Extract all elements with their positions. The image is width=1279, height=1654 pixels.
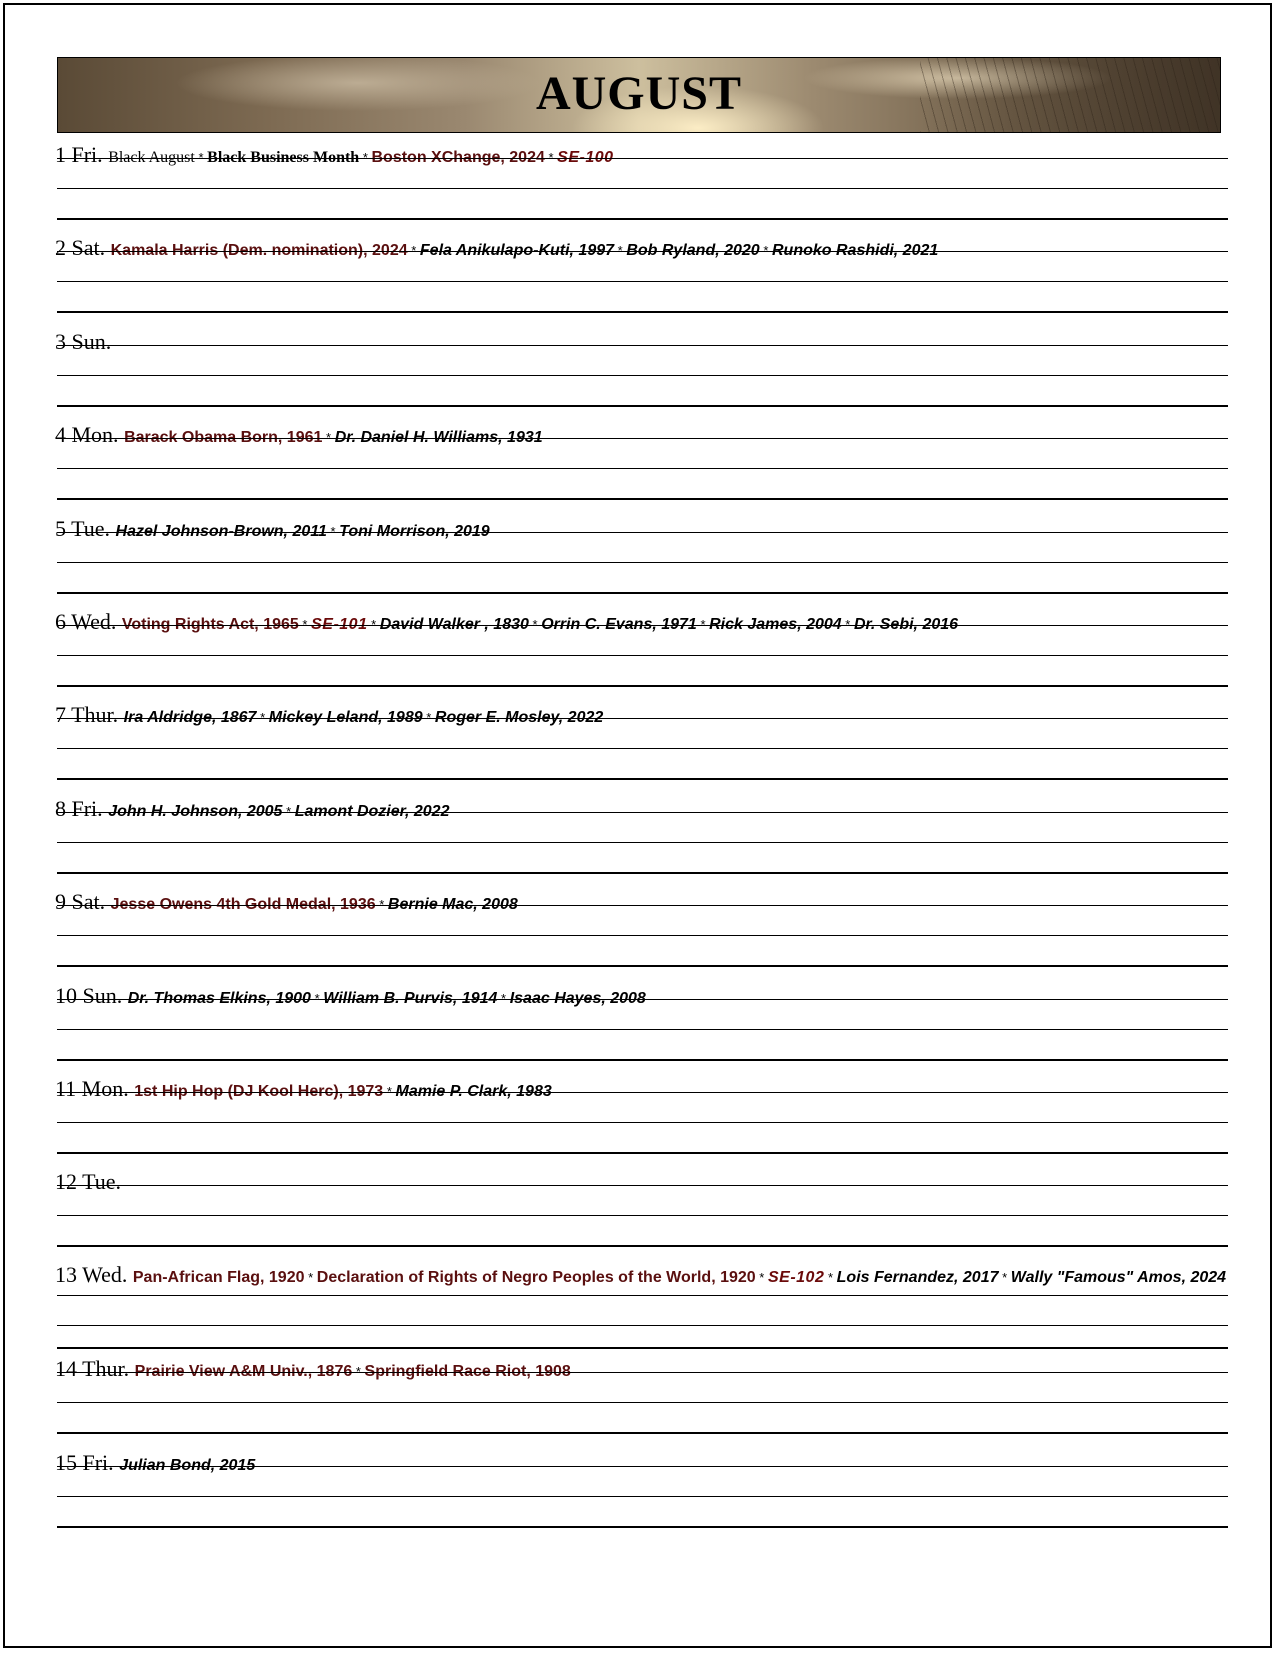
ruled-line [57, 1526, 1228, 1528]
event-text: Springfield Race Riot, 1908 [364, 1363, 571, 1381]
separator: * [528, 617, 542, 632]
day-text [55, 982, 1228, 1010]
separator: * [614, 243, 627, 259]
day-label: 4 Mon. [55, 422, 125, 448]
separator: * [544, 150, 558, 165]
day-entry [55, 881, 1228, 974]
separator: * [383, 1084, 396, 1099]
event-text: Bernie Mac, 2008 [387, 896, 518, 914]
ruled-line [57, 748, 1228, 749]
event-text: Kamala Harris (Dem. nomination), 2024 [110, 242, 408, 260]
separator: * [352, 1364, 365, 1380]
ruled-line [57, 1185, 1228, 1186]
day-entry [55, 788, 1228, 881]
day-label: 7 Thur. [55, 702, 124, 728]
day-text [55, 328, 1228, 356]
day-entry [55, 1442, 1228, 1535]
event-text: Wally "Famous" Amos, 2024 [1010, 1268, 1227, 1286]
day-label: 1 Fri. [55, 142, 109, 167]
day-entry [55, 134, 1228, 227]
separator: * [326, 523, 340, 539]
separator: * [256, 710, 269, 726]
se-tag: SE-101 [311, 616, 368, 633]
separator: * [755, 1269, 768, 1285]
separator: * [298, 617, 312, 632]
ruled-line [57, 251, 1228, 252]
day-text [55, 611, 1228, 636]
ruled-line [57, 1059, 1228, 1061]
ruled-line [57, 1152, 1228, 1154]
event-text: Voting Rights Act, 1965 [121, 616, 299, 633]
day-text [55, 1259, 1228, 1294]
event-text: Black Business Month [207, 149, 360, 166]
ruled-line [57, 1466, 1228, 1467]
event-text: Toni Morrison, 2019 [339, 522, 490, 540]
separator: * [407, 243, 420, 259]
day-entry [55, 1348, 1228, 1441]
day-label: 10 Sun. [55, 982, 128, 1008]
day-text [55, 1449, 1228, 1477]
event-text: Boston XChange, 2024 [371, 149, 545, 166]
event-text: Lois Fernandez, 2017 [836, 1268, 999, 1286]
separator: * [422, 710, 435, 726]
separator: * [759, 243, 772, 259]
day-text [55, 1078, 1228, 1103]
event-text: Isaac Hayes, 2008 [509, 989, 646, 1007]
event-text: Rick James, 2004 [709, 616, 842, 633]
day-entry [55, 414, 1228, 507]
ruled-line [57, 1402, 1228, 1403]
event-text: Ira Aldridge, 1867 [123, 709, 257, 727]
ruled-line [57, 685, 1228, 687]
day-text [55, 704, 1228, 729]
day-entry [55, 975, 1228, 1068]
ruled-line [57, 375, 1228, 376]
event-text: Fela Anikulapo-Kuti, 1997 [419, 242, 615, 260]
event-text: Orrin C. Evans, 1971 [541, 616, 697, 633]
day-text [55, 795, 1228, 823]
ruled-line [57, 345, 1228, 346]
day-entry [55, 1068, 1228, 1161]
day-label: 15 Fri. [55, 1449, 120, 1475]
ruled-line [57, 498, 1228, 500]
day-text [55, 1171, 1228, 1196]
day-label: 8 Fri. [55, 795, 109, 821]
ruled-line [57, 1092, 1228, 1093]
month-title: AUGUST [535, 67, 743, 120]
event-text: Roger E. Mosley, 2022 [434, 709, 604, 727]
separator: * [310, 990, 324, 1006]
day-text [55, 237, 1228, 262]
event-text: Dr. Sebi, 2016 [853, 616, 959, 633]
day-label: 3 Sun. [55, 328, 112, 354]
event-text: Runoko Rashidi, 2021 [772, 242, 939, 260]
ruled-line [57, 935, 1228, 936]
event-text: Mamie P. Clark, 1983 [395, 1083, 552, 1100]
se-tag: SE-102 [767, 1268, 825, 1286]
day-label: 11 Mon. [55, 1076, 135, 1101]
ruled-line [57, 655, 1228, 656]
separator: * [375, 897, 388, 913]
day-entry [55, 227, 1228, 320]
ruled-line [57, 1029, 1228, 1030]
event-text: Jesse Owens 4th Gold Medal, 1936 [110, 896, 376, 914]
ruled-line [57, 1496, 1228, 1497]
event-text: Mickey Leland, 1989 [268, 709, 423, 727]
se-tag: SE-100 [557, 149, 614, 166]
event-text: Prairie View A&M Univ., 1876 [134, 1363, 353, 1381]
event-text: Julian Bond, 2015 [119, 1456, 256, 1474]
event-text: Lamont Dozier, 2022 [294, 802, 450, 820]
ruled-line [57, 812, 1228, 813]
separator: * [359, 150, 372, 165]
event-text: Bob Ryland, 2020 [626, 242, 760, 260]
ruled-line [57, 592, 1228, 594]
month-banner [57, 57, 1221, 133]
day-text [55, 1358, 1228, 1383]
ruled-line [57, 405, 1228, 407]
separator: * [282, 803, 295, 819]
ruled-line [57, 1432, 1228, 1434]
ruled-line [57, 311, 1228, 313]
event-text: Dr. Daniel H. Williams, 1931 [334, 429, 543, 447]
ruled-line [57, 1295, 1228, 1296]
day-label: 6 Wed. [55, 609, 122, 634]
separator: * [841, 617, 854, 632]
event-text: Black August [108, 149, 195, 166]
event-text: Dr. Thomas Elkins, 1900 [127, 989, 311, 1007]
separator: * [367, 617, 380, 632]
day-label: 13 Wed. [55, 1261, 133, 1287]
separator: * [696, 617, 710, 632]
ruled-line [57, 438, 1228, 439]
ruled-line [57, 1325, 1228, 1326]
separator: * [304, 1269, 317, 1285]
day-label: 9 Sat. [55, 889, 111, 915]
ruled-line [57, 1215, 1228, 1216]
event-text: Declaration of Rights of Negro Peoples of the World, 1920 [316, 1268, 756, 1286]
day-text [55, 515, 1228, 543]
event-text: Pan-African Flag, 1920 [132, 1268, 305, 1286]
separator: * [194, 150, 208, 165]
ruled-line [57, 905, 1228, 906]
ruled-line [57, 1372, 1228, 1373]
ruled-line [57, 999, 1228, 1000]
ruled-line [57, 965, 1228, 967]
ruled-line [57, 218, 1228, 220]
separator: * [998, 1269, 1011, 1285]
ruled-line [57, 778, 1228, 780]
ruled-line [57, 188, 1228, 189]
day-entry [55, 321, 1228, 414]
separator: * [824, 1269, 837, 1285]
day-entry [55, 694, 1228, 787]
ruled-line [57, 1122, 1228, 1123]
day-entry [55, 1161, 1228, 1254]
ruled-line [57, 281, 1228, 282]
day-text [55, 144, 1228, 169]
event-text: Hazel Johnson-Brown, 2011 [115, 522, 327, 540]
day-label: 2 Sat. [55, 235, 111, 261]
event-text: David Walker , 1830 [379, 616, 529, 633]
separator: * [497, 990, 510, 1006]
ruled-line [57, 625, 1228, 626]
event-text: 1st Hip Hop (DJ Kool Herc), 1973 [134, 1083, 384, 1100]
day-entry [55, 508, 1228, 601]
ruled-line [57, 468, 1228, 469]
ruled-line [57, 562, 1228, 563]
day-text [55, 424, 1228, 449]
day-label: 14 Thur. [55, 1356, 135, 1382]
event-text: William B. Purvis, 1914 [323, 989, 498, 1007]
day-label: 5 Tue. [55, 515, 116, 541]
separator: * [322, 430, 335, 446]
ruled-line [57, 532, 1228, 533]
ruled-line [57, 872, 1228, 874]
ruled-line [57, 1245, 1228, 1247]
ruled-line [57, 718, 1228, 719]
ruled-line [57, 158, 1228, 159]
day-text [55, 891, 1228, 916]
ruled-line [57, 842, 1228, 843]
day-label: 12 Tue. [55, 1169, 122, 1195]
day-entry [55, 1255, 1228, 1348]
event-text: Barack Obama Born, 1961 [124, 429, 323, 447]
event-text: John H. Johnson, 2005 [108, 802, 283, 820]
day-entry [55, 601, 1228, 694]
